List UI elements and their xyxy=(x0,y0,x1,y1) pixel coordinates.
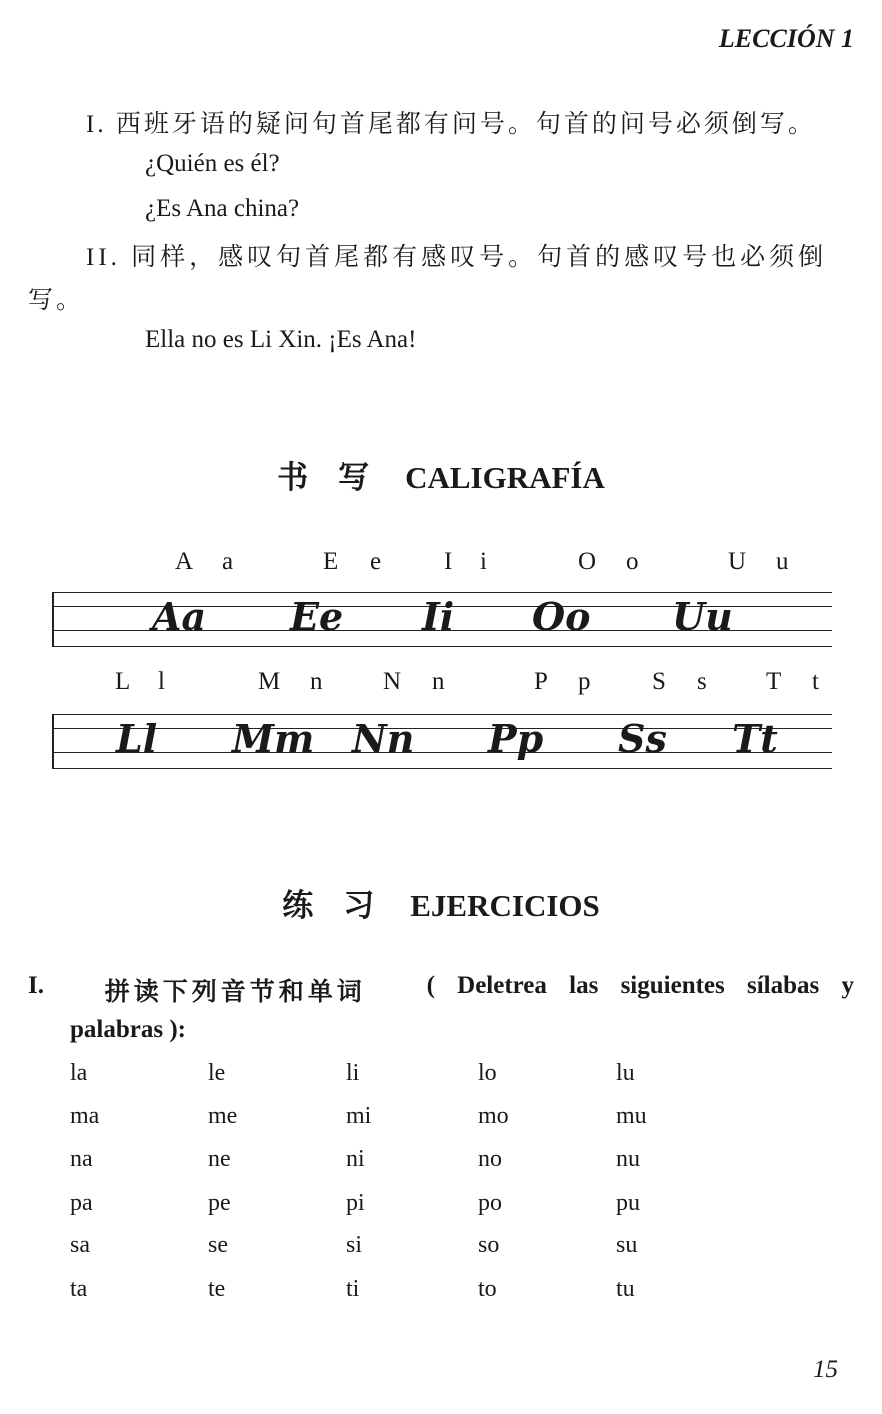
print-letter: L xyxy=(115,668,131,695)
syllable: pe xyxy=(208,1190,231,1216)
cursive-pair: Ee xyxy=(290,594,344,639)
syllable-row xyxy=(70,1103,770,1133)
ejercicios-title-es: EJERCICIOS xyxy=(410,888,600,923)
cursive-pair: Oo xyxy=(532,594,591,639)
cursive-pair: Nn xyxy=(352,716,415,761)
syllable: ne xyxy=(208,1146,231,1172)
print-letter: P xyxy=(534,668,548,695)
syllable: ti xyxy=(346,1276,360,1302)
cursive-pair: Uu xyxy=(672,594,733,639)
syllable-row xyxy=(70,1190,770,1220)
print-letter: o xyxy=(626,548,639,575)
syllable-row xyxy=(70,1060,770,1090)
print-letter: O xyxy=(578,548,597,575)
cursive-pair: Aa xyxy=(152,594,207,639)
syllable-row xyxy=(70,1146,770,1176)
syllable: la xyxy=(70,1060,88,1086)
rule-1-text: I. 西班牙语的疑问句首尾都有问号。句首的问号必须倒写。 xyxy=(86,111,816,138)
print-row-2 xyxy=(0,668,882,698)
syllable: na xyxy=(70,1146,93,1172)
rule-1-example-b: ¿Es Ana china? xyxy=(145,195,300,222)
cursive-pair: Mm xyxy=(232,716,315,761)
syllable: lu xyxy=(616,1060,635,1086)
caligrafia-title xyxy=(0,452,882,497)
syllable: su xyxy=(616,1232,638,1258)
syllable: po xyxy=(478,1190,502,1216)
syllable-table xyxy=(70,1060,770,1310)
rule-1-example-a: ¿Quién es él? xyxy=(145,150,280,177)
syllable-row xyxy=(70,1276,770,1306)
print-letter: a xyxy=(222,548,234,575)
syllable: le xyxy=(208,1060,226,1086)
syllable: pi xyxy=(346,1190,365,1216)
print-letter: l xyxy=(158,668,165,695)
cursive-pair: Pp xyxy=(488,716,544,761)
cursive-staff-1 xyxy=(52,592,832,648)
print-letter: t xyxy=(812,668,819,695)
cursive-pair: Tt xyxy=(732,716,778,761)
cursive-pair: Ii xyxy=(422,594,455,639)
print-letter: i xyxy=(480,548,487,575)
print-letter: S xyxy=(652,668,666,695)
caligrafia-title-cn: 书写 xyxy=(277,460,400,495)
print-letter: E xyxy=(323,548,339,575)
syllable: me xyxy=(208,1103,238,1129)
exercise-1-heading-line1 xyxy=(28,972,854,1008)
print-letter: e xyxy=(370,548,382,575)
print-letter: s xyxy=(697,668,707,695)
rule-2-text-line1: II. 同样，感叹句首尾都有感叹号。句首的感叹号也必须倒 xyxy=(86,244,828,271)
syllable: se xyxy=(208,1232,228,1258)
syllable: so xyxy=(478,1232,500,1258)
cursive-pair: Ss xyxy=(618,716,667,761)
print-letter: n xyxy=(432,668,445,695)
rule-2-example: Ella no es Li Xin. ¡Es Ana! xyxy=(145,326,417,353)
print-letter: N xyxy=(383,668,402,695)
print-letter: T xyxy=(766,668,782,695)
syllable: si xyxy=(346,1232,363,1258)
syllable: nu xyxy=(616,1146,640,1172)
syllable: lo xyxy=(478,1060,497,1086)
print-letter: A xyxy=(175,548,194,575)
syllable: mu xyxy=(616,1103,647,1129)
syllable: sa xyxy=(70,1232,90,1258)
syllable: mi xyxy=(346,1103,372,1129)
syllable: pu xyxy=(616,1190,640,1216)
print-letter: M xyxy=(258,668,281,695)
lesson-header: LECCIÓN 1 xyxy=(718,24,854,53)
caligrafia-title-es: CALIGRAFÍA xyxy=(405,460,605,495)
print-letter: n xyxy=(310,668,323,695)
syllable: ma xyxy=(70,1103,100,1129)
syllable: tu xyxy=(616,1276,635,1302)
print-letter: U xyxy=(728,548,747,575)
print-row-1 xyxy=(0,548,882,578)
rule-2-text-line2: 写。 xyxy=(28,287,85,314)
print-letter: p xyxy=(578,668,591,695)
cursive-pair: Ll xyxy=(116,716,158,761)
syllable-row xyxy=(70,1232,770,1262)
cursive-staff-2 xyxy=(52,714,832,770)
syllable: li xyxy=(346,1060,360,1086)
syllable: te xyxy=(208,1276,226,1302)
exercise-1-instruction-es: ( Deletrea las siguientes sílabas y xyxy=(426,972,854,999)
syllable: to xyxy=(478,1276,497,1302)
exercise-1-number: I. xyxy=(28,972,44,999)
ejercicios-title-cn: 练习 xyxy=(282,888,405,923)
syllable: ta xyxy=(70,1276,88,1302)
print-letter: u xyxy=(776,548,789,575)
syllable: ni xyxy=(346,1146,365,1172)
ejercicios-title xyxy=(0,880,882,925)
exercise-1-instruction-cn: 拼读下列音节和单词 xyxy=(104,979,366,1006)
exercise-1-heading-line2: palabras ): xyxy=(70,1016,186,1043)
syllable: mo xyxy=(478,1103,509,1129)
page-number: 15 xyxy=(813,1356,838,1383)
syllable: pa xyxy=(70,1190,93,1216)
print-letter: I xyxy=(444,548,453,575)
syllable: no xyxy=(478,1146,502,1172)
